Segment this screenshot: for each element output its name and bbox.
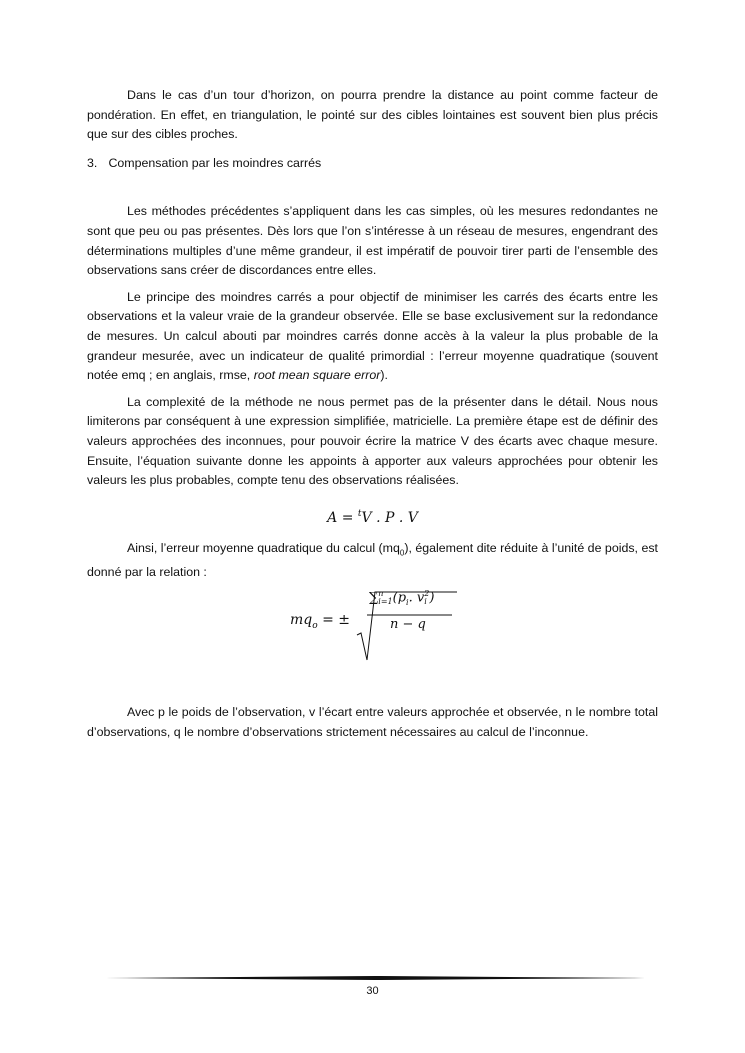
paragraph-complexity: La complexité de la méthode ne nous permet pas de la présenter dans le détail. Nous nous limiterons par conséquent à une expression simplifiée, matricielle. La première étape est de définir des valeurs approchées des inconnues, pour pouvoir écrire la matrice V des écarts avec chaque mesure. Ensuite, l’équation suivante donne les appoints à apporter aux valeurs approchées pour obtenir les valeurs les plus probables, compte tenu des observations réalisées. [87, 394, 658, 488]
numerator-a: (p [392, 590, 407, 606]
sum-upper: n [378, 589, 384, 599]
footer-rule [105, 973, 645, 983]
formula-mq: mq [290, 612, 313, 629]
paragraph-principle [87, 288, 658, 386]
principle-end: ). [380, 368, 388, 383]
v-sub: i [424, 597, 427, 607]
rmse-intro-sub: 0 [399, 548, 405, 558]
principle-text: Le principe des moindres carrés a pour objectif de minimiser les carrés des écarts entre les observations et la valeur vraie de la grandeur observée. Elle se base exclusivement sur la redondance de mesures. Un calcul abouti par moindres carrés donne accès à la valeur la plus probable de la grandeur mesurée, avec un indicateur de qualité primordial : l’erreur moyenne quadratique (souvent notée emq ; en anglais, rmse, [87, 289, 658, 383]
formula-eq-sign: = ± [317, 612, 351, 629]
paragraph-methods: Les méthodes précédentes s’appliquent dans les cas simples, où les mesures redondantes ne sont que peu ou pas présentes. Dès lors que l’on s’intéresse à un réseau de mesures, engendrant des déterminations multiples d’une même grandeur, il est impératif de pouvoir tirer parti de l’ensemble des observations sans créer de discordances entre elles. [87, 204, 658, 278]
equation-rhs: V . P . V [361, 509, 418, 526]
section-number: 3. [87, 155, 98, 170]
section-heading [87, 154, 658, 174]
numerator-c: ) [429, 590, 435, 606]
formula-denominator: n − q [390, 617, 426, 633]
page-number: 30 [366, 985, 379, 997]
paragraph-rmse-intro [87, 539, 658, 583]
v-sup: 2 [424, 589, 430, 599]
rmse-intro-b: ), également dite réduite à l’unité de poids, est donné par la relation : [87, 540, 658, 579]
rmse-intro-a: Ainsi, l’erreur moyenne quadratique du calcul (mq [127, 540, 400, 555]
transpose-mark: t [357, 508, 362, 519]
equation-lhs: A = [327, 509, 358, 526]
document-page [87, 86, 658, 743]
sum-symbol: ∑ [369, 590, 379, 606]
formula-mq-sub: o [312, 621, 318, 632]
formula-numerator [369, 590, 434, 607]
section-title: Compensation par les moindres carrés [108, 155, 322, 170]
p-sub: i [406, 598, 409, 608]
principle-italic: root mean square error [253, 368, 381, 383]
numerator-b: . v [408, 590, 425, 606]
paragraph-weighting: Dans le cas d’un tour d’horizon, on pourra prendre la distance au point comme facteur de pondération. En effet, en triangulation, le pointé sur des cibles lointaines est souvent bien plus précis que sur des cibles proches. [87, 88, 658, 142]
sum-lower: i=1 [378, 597, 393, 607]
matrix-equation [87, 501, 658, 527]
rmse-formula [87, 590, 658, 670]
paragraph-definitions: Avec p le poids de l’observation, v l’écart entre valeurs approchée et observée, n le nombre total d’observations, q le nombre d’observations strictement nécessaires au calcul de l’inconnue. [87, 705, 658, 739]
